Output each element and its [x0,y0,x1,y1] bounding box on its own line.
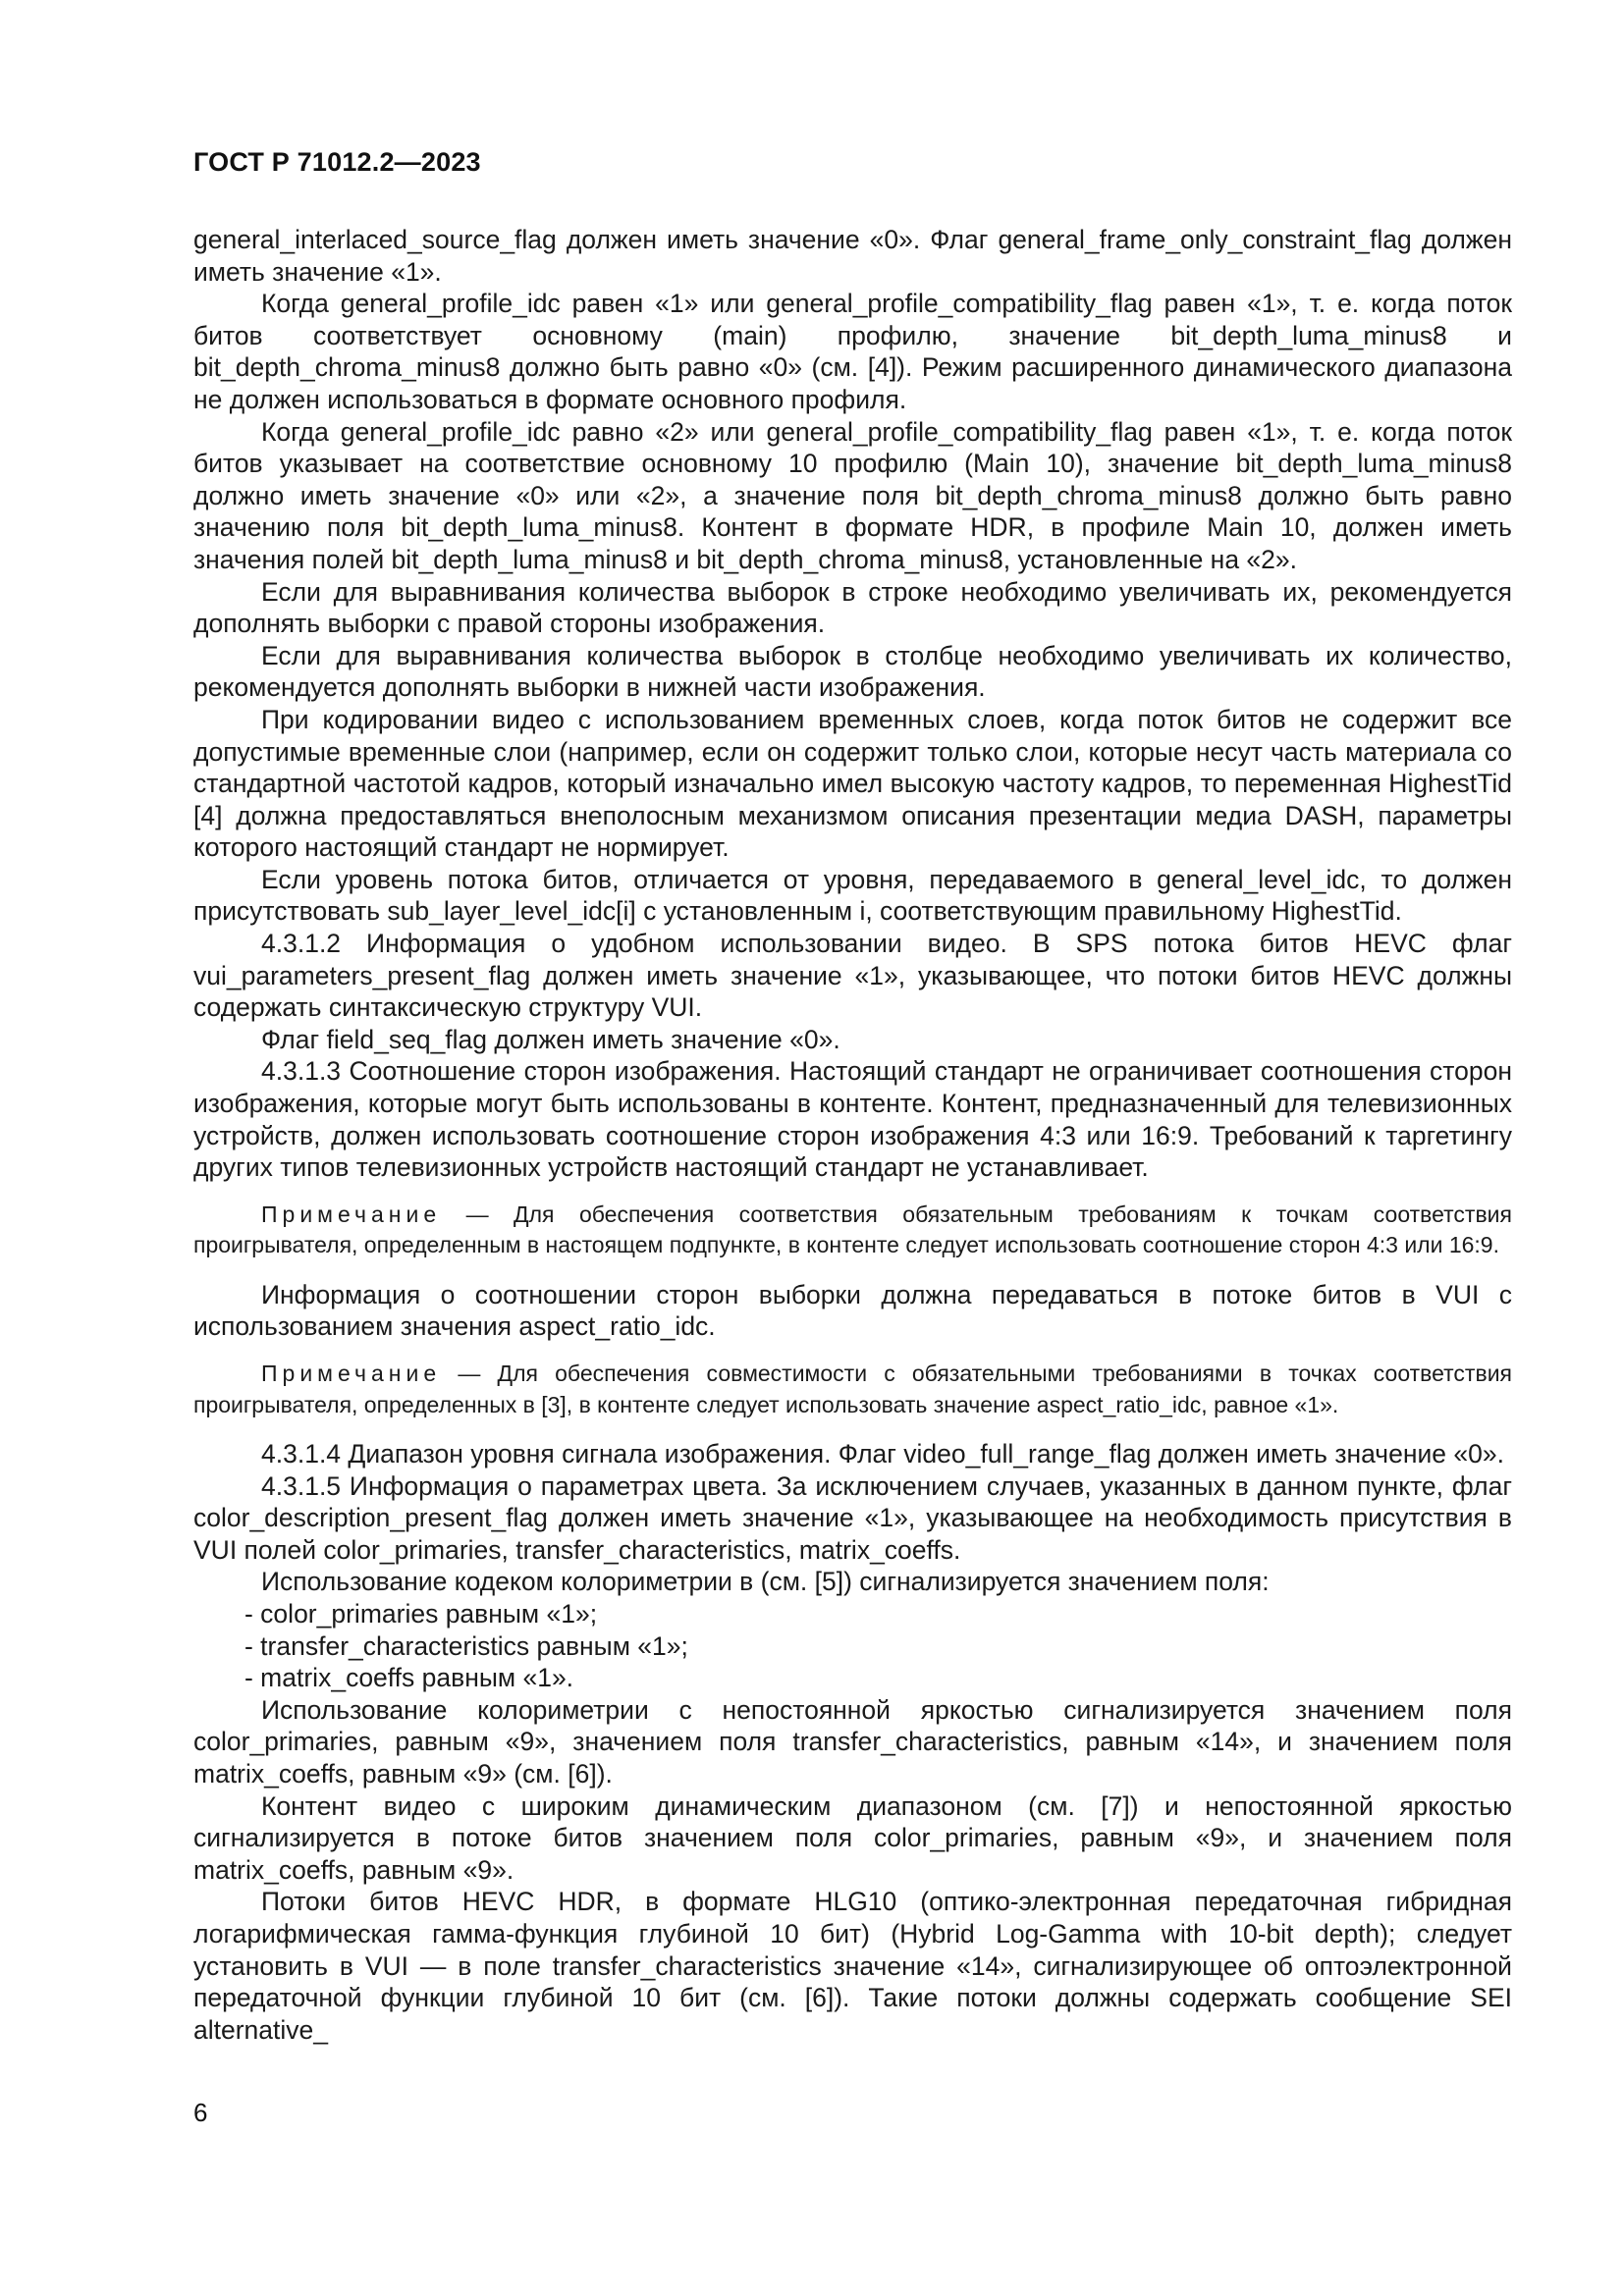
body-paragraph: Если для выравнивания количества выборок в столбце необходимо увеличивать их количество, рекомендуется дополнять выборки в нижней части изображения. [193,640,1512,703]
list-item: - color_primaries равным «1»; [244,1598,598,1629]
body-paragraph: Использование колориметрии с непостоянной яркостью сигнализируется значением поля color_primaries, равным «9», значением поля transfer_characteristics, равным «14», и значением поля matrix_coeffs, равным «9» (см. [6]). [193,1694,1512,1789]
note-label: Примечание [261,1201,442,1227]
note-text: — Для обеспечения совместимости с обязательными требованиями в точках соответствия проигрывателя, определенных в [3], в контенте следует использовать значение aspect_ratio_idc, равное «1». [193,1361,1512,1417]
body-paragraph: При кодировании видео с использованием временных слоев, когда поток битов не содержит все допустимые временные слои (например, если он содержит только слои, которые несут часть материала со стандартной частотой кадров, который изначально имел высокую частоту кадров, то переменная HighestTid [4] должна предоставляться внеполосным механизмом описания презентации медиа DASH, параметры которого настоящий стандарт не нормирует. [193,704,1512,863]
body-paragraph: Флаг field_seq_flag должен иметь значение «0». [261,1024,840,1054]
document-body [193,224,1512,2046]
body-paragraph: 4.3.1.5 Информация о параметрах цвета. За исключением случаев, указанных в данном пункте, флаг color_description_present_flag должен иметь значение «1», указывающее на необходимость присутствия в VUI полей color_primaries, transfer_characteristics, matrix_coeffs. [193,1470,1512,1565]
body-paragraph: Если уровень потока битов, отличается от уровня, передаваемого в general_level_idc, то должен присутствовать sub_layer_level_idc[i] с установленным i, соответствующим правильному HighestTid. [193,864,1512,927]
body-paragraph: 4.3.1.3 Соотношение сторон изображения. Настоящий стандарт не ограничивает соотношения сторон изображения, которые могут быть использованы в контенте. Контент, предназначенный для телевизионных устройств, должен использовать соотношение сторон изображения 4:3 или 16:9. Требований к таргетингу других типов телевизионных устройств настоящий стандарт не устанавливает. [193,1056,1512,1183]
body-paragraph: 4.3.1.4 Диапазон уровня сигнала изображения. Флаг video_full_range_flag должен иметь значение «0». [261,1439,1504,1468]
note-paragraph [193,1359,1512,1420]
note-paragraph [193,1200,1512,1261]
body-paragraph: Информация о соотношении сторон выборки должна передаваться в потоке битов в VUI с использованием значения aspect_ratio_idc. [193,1279,1512,1342]
list-item: - matrix_coeffs равным «1». [244,1663,574,1693]
body-paragraph: Потоки битов HEVC HDR, в формате HLG10 (оптико-электронная передаточная гибридная логарифмическая гамма-функция глубиной 10 бит) (Hybrid Log-Gamma with 10-bit depth); следует установить в VUI — в поле transfer_characteristics значение «14», сигнализирующее об оптоэлектронной передаточной функции глубиной 10 бит (см. [6]). Такие потоки должны содержать сообщение SEI alternative_ [193,1887,1512,2045]
note-text: — Для обеспечения соответствия обязательным требованиям к точкам соответствия проигрывателя, определенным в настоящем подпункте, в контенте следует использовать соотношение сторон 4:3 или 16:9. [193,1201,1512,1258]
note-label: Примечание [261,1361,442,1386]
body-paragraph: Если для выравнивания количества выборок в строке необходимо увеличивать их, рекомендуется дополнять выборки с правой стороны изображения. [193,576,1512,639]
body-paragraph: Когда general_profile_idc равен «1» или general_profile_compatibility_flag равен «1», т. е. когда поток битов соответствует основному (main) профилю, значение bit_depth_luma_minus8 и bit_depth_chroma_minus8 должно быть равно «0» (см. [4]). Режим расширенного динамического диапазона не должен использоваться в формате основного профиля. [193,289,1512,414]
list-item: - transfer_characteristics равным «1»; [244,1630,688,1661]
body-paragraph: Использование кодеком колориметрии в (см. [5]) сигнализируется значением поля: [261,1567,1270,1597]
body-paragraph: general_interlaced_source_flag должен иметь значение «0». Флаг general_frame_only_constraint_flag должен иметь значение «1». [193,225,1512,287]
body-paragraph: Контент видео с широким динамическим диапазоном (см. [7]) и непостоянной яркостью сигнализируется в потоке битов значением поля color_primaries, равным «9», и значением поля matrix_coeffs, равным «9». [193,1790,1512,1885]
document-header: ГОСТ Р 71012.2—2023 [193,147,481,177]
body-paragraph: 4.3.1.2 Информация о удобном использовании видео. В SPS потока битов HEVC флаг vui_parameters_present_flag должен иметь значение «1», указывающее, что потоки битов HEVC должны содержать синтаксическую структуру VUI. [193,929,1512,1023]
page-number: 6 [193,2098,208,2127]
body-paragraph: Когда general_profile_idc равно «2» или general_profile_compatibility_flag равен «1», т. е. когда поток битов указывает на соответствие основному 10 профилю (Main 10), значение bit_depth_luma_minus8 должно иметь значение «0» или «2», а значение поля bit_depth_chroma_minus8 должно быть равно значению поля bit_depth_luma_minus8. Контент в формате HDR, в профиле Main 10, должен иметь значения полей bit_depth_luma_minus8 и bit_depth_chroma_minus8, установленные на «2». [193,416,1512,574]
